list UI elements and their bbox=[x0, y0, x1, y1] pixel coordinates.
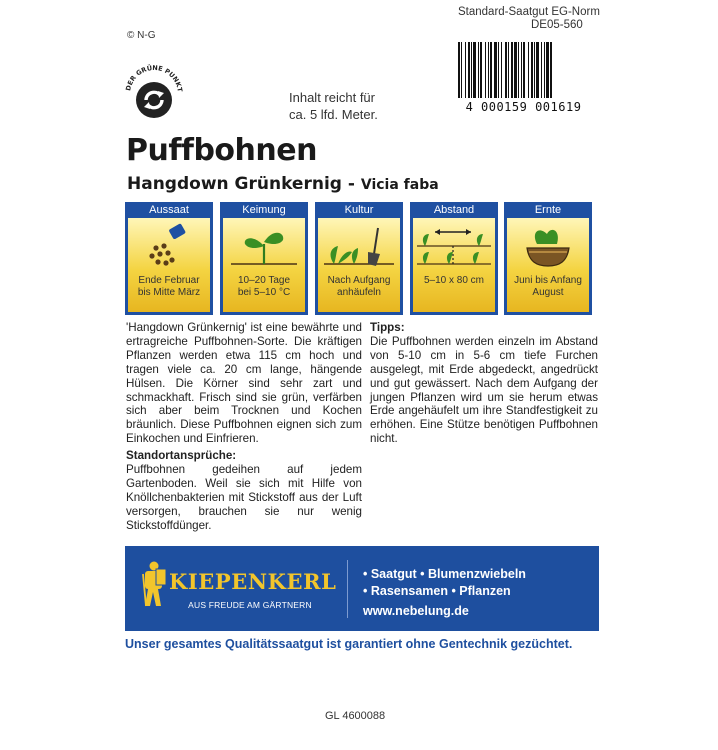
barcode bbox=[452, 40, 595, 115]
banner-url[interactable]: www.nebelung.de bbox=[363, 604, 469, 618]
caption-line1: Ende Februar bbox=[138, 275, 200, 286]
barcode-bars bbox=[452, 40, 595, 104]
tile-caption bbox=[128, 275, 210, 299]
norm-text: Standard-Saatgut EG-Norm bbox=[458, 6, 600, 18]
barcode-bar bbox=[544, 42, 545, 98]
barcode-bar bbox=[494, 42, 497, 98]
brand-name: KIEPENKERL bbox=[169, 569, 337, 594]
product-code: DE05-560 bbox=[531, 19, 583, 31]
barcode-bar bbox=[488, 42, 489, 98]
caption-line2: bei 5–10 °C bbox=[237, 287, 291, 298]
tile-body bbox=[507, 218, 589, 312]
caption-line2: August bbox=[532, 287, 564, 298]
tile-caption bbox=[413, 275, 495, 287]
barcode-bar bbox=[465, 42, 466, 98]
barcode-bar bbox=[550, 42, 552, 98]
subtitle-dash: - bbox=[347, 174, 355, 194]
barcode-bar bbox=[480, 42, 482, 98]
description-intro: 'Hangdown Grünkernig' ist eine bewährte und ertragreiche Puffbohnen-Sorte. Die kräftigen Pflanzen werden etwa 115 cm hoch und tragen viele ca. 20 cm lange, hängende Hülsen. Die Körner sind sehr zart und schmackhaft. Frisch sind sie grün, verfärben sich aber beim Trocknen und Kochen bräunlich. Diese Puffbohnen eignen sich zum Einkochen und Einfrieren. bbox=[126, 321, 362, 446]
content-note bbox=[289, 89, 378, 123]
barcode-bar bbox=[534, 42, 535, 98]
tile-header: Abstand bbox=[433, 204, 475, 216]
banner-products bbox=[363, 566, 526, 620]
barcode-bar bbox=[468, 42, 470, 98]
barcode-bar bbox=[508, 42, 509, 98]
content-note-line2: ca. 5 lfd. Meter. bbox=[289, 107, 378, 122]
tipps-heading: Tipps: bbox=[370, 321, 405, 334]
barcode-bar bbox=[461, 42, 462, 98]
barcode-bar bbox=[485, 42, 486, 98]
shovel-plants-icon bbox=[318, 222, 400, 270]
caption-line1: 10–20 Tage bbox=[237, 275, 291, 286]
tile-header: Keimung bbox=[242, 204, 286, 216]
tile-header: Aussaat bbox=[149, 204, 189, 216]
tile-body bbox=[128, 218, 210, 312]
barcode-bar bbox=[528, 42, 529, 98]
barcode-bar bbox=[518, 42, 519, 98]
banner-products-line1: • Saatgut • Blumenzwiebeln bbox=[363, 567, 526, 581]
tile-caption bbox=[223, 275, 305, 299]
copyright-text: © N-G bbox=[127, 30, 156, 41]
barcode-bar bbox=[523, 42, 525, 98]
barcode-bar bbox=[531, 42, 533, 98]
caption-line1: Juni bis Anfang bbox=[514, 275, 582, 286]
tile-ernte bbox=[504, 202, 592, 315]
kiepenkerl-figure-icon bbox=[141, 560, 167, 608]
barcode-bar bbox=[473, 42, 476, 98]
barcode-bar bbox=[478, 42, 479, 98]
product-title: Puffbohnen bbox=[126, 133, 317, 168]
caption-line2: bis Mitte März bbox=[137, 287, 201, 298]
seed-packet-icon bbox=[128, 222, 210, 270]
caption-line1: Nach Aufgang bbox=[327, 275, 391, 286]
barcode-number: 4 000159 001619 bbox=[465, 100, 582, 114]
tile-body bbox=[413, 218, 495, 312]
description-left bbox=[126, 321, 362, 533]
tipps-text: Die Puffbohnen werden einzeln im Abstand von 5-10 cm in 5-6 cm tiefe Furchen ausgelegt, mit Erde abgedeckt, angedrückt und gut gewässert. Nach dem Aufgang der jungen Pflanzen wird um sie herum etwas Erde angehäufelt um ihre Standfestigkeit zu erhöhen. Eine Stütze benötigen Puffbohnen nicht. bbox=[370, 334, 598, 446]
standort-text: Puffbohnen gedeihen auf jedem Gartenboden. Weil sie sich mit Hilfe von Knöllchenbakterien mit Stickstoff aus der Luft versorgen, brauchen sie nur wenig Stickstoffdünger. bbox=[126, 463, 362, 532]
tile-abstand bbox=[410, 202, 498, 315]
standort-heading: Standortansprüche: bbox=[126, 449, 237, 463]
footer-code: GL 4600088 bbox=[325, 710, 386, 722]
barcode-bar bbox=[498, 42, 499, 98]
caption-line1: 5–10 x 80 cm bbox=[423, 275, 485, 286]
content-note-line1: Inhalt reicht für bbox=[289, 90, 375, 105]
spacing-icon bbox=[413, 222, 495, 270]
barcode-bar bbox=[541, 42, 542, 98]
description-right bbox=[370, 321, 598, 446]
tile-caption bbox=[318, 275, 400, 299]
variety-name: Hangdown Grünkernig bbox=[127, 174, 342, 194]
barcode-bar bbox=[546, 42, 549, 98]
barcode-bar bbox=[471, 42, 472, 98]
tile-body bbox=[223, 218, 305, 312]
gruener-punkt-logo bbox=[122, 62, 186, 126]
harvest-bowl-icon bbox=[507, 222, 589, 270]
guarantee-text: Unser gesamtes Qualitätssaatgut ist garantiert ohne Gentechnik gezüchtet. bbox=[125, 637, 573, 651]
tile-aussaat bbox=[125, 202, 213, 315]
barcode-bar bbox=[505, 42, 507, 98]
caption-line2: anhäufeln bbox=[337, 287, 381, 298]
product-subtitle bbox=[127, 174, 439, 194]
barcode-bar bbox=[458, 42, 460, 98]
tile-caption bbox=[507, 275, 589, 299]
brand-slogan: AUS FREUDE AM GÄRTNERN bbox=[188, 600, 312, 610]
tile-header: Ernte bbox=[534, 204, 562, 216]
brand-banner bbox=[125, 546, 599, 631]
tile-header: Kultur bbox=[344, 204, 374, 216]
barcode-bar bbox=[514, 42, 517, 98]
tile-body bbox=[318, 218, 400, 312]
barcode-bar bbox=[501, 42, 502, 98]
sprout-icon bbox=[223, 222, 305, 270]
tile-kultur bbox=[315, 202, 403, 315]
barcode-bar bbox=[536, 42, 539, 98]
barcode-bar bbox=[490, 42, 492, 98]
banner-divider bbox=[347, 560, 348, 618]
banner-products-line2: • Rasensamen • Pflanzen bbox=[363, 584, 511, 598]
barcode-bar bbox=[521, 42, 522, 98]
latin-name: Vicia faba bbox=[360, 177, 439, 193]
barcode-bar bbox=[511, 42, 513, 98]
svg-text:DER GRÜNE PUNKT: DER GRÜNE PUNKT bbox=[124, 63, 184, 93]
tile-keimung bbox=[220, 202, 308, 315]
